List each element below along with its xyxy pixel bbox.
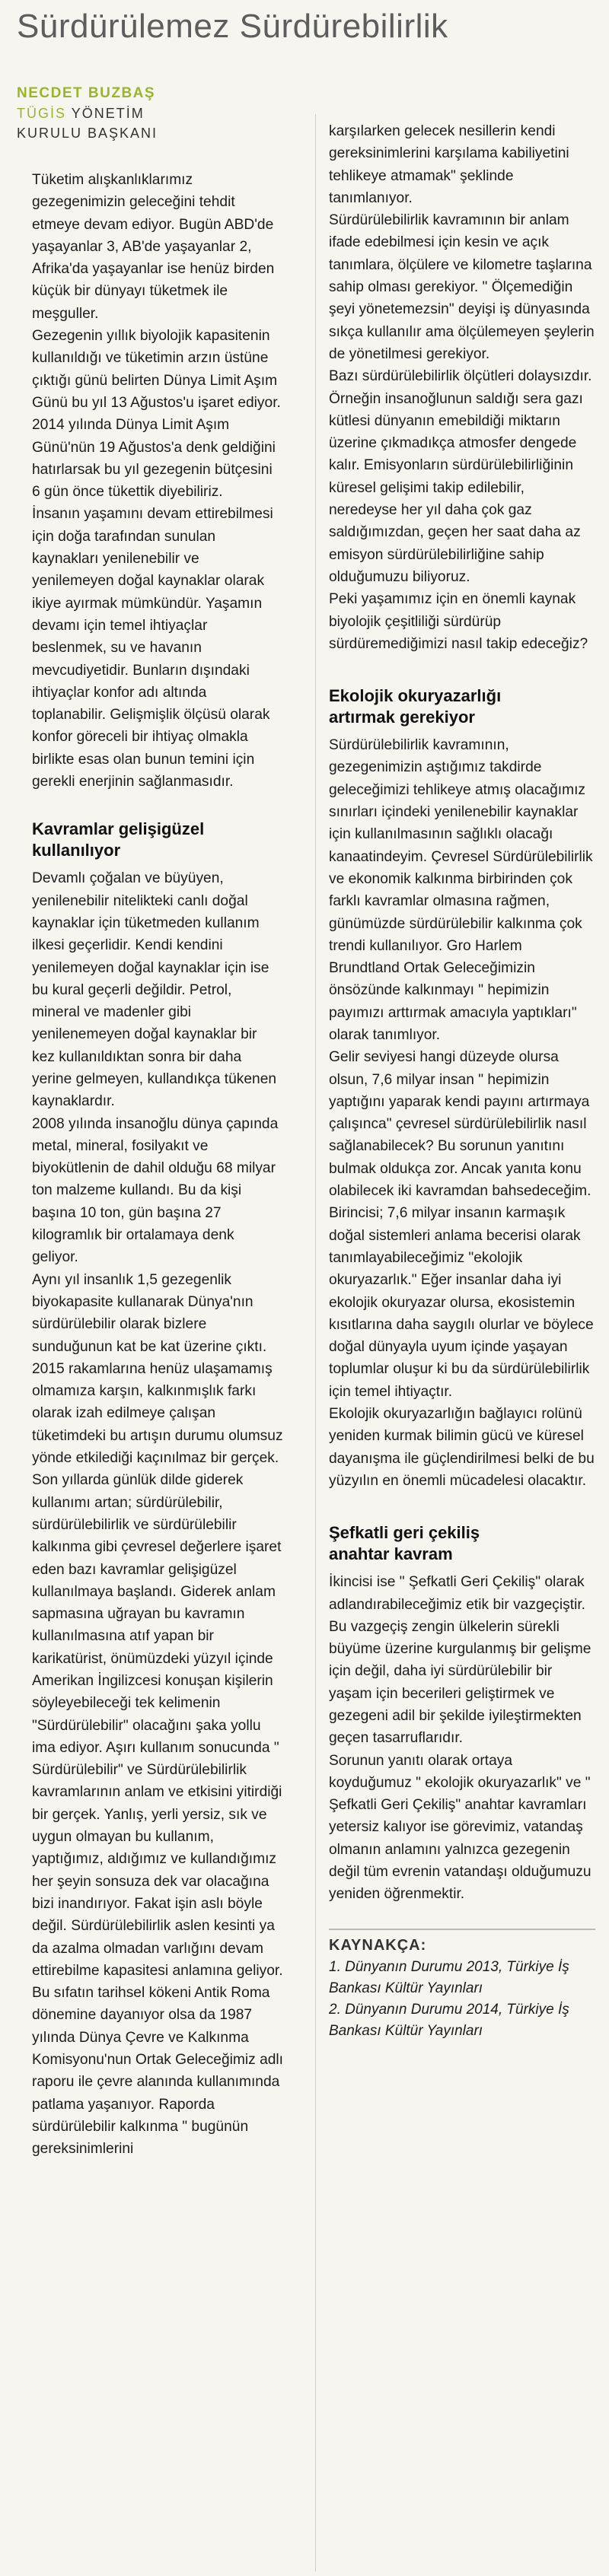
paragraph: Tüketim alışkanlıklarımız gezegenimizin geleceğini tehdit etmeye devam ediyor. Bugün ABD'de yaşayanlar 3, AB'de yaşayanlar 2, Afrika'da yaşayanlar ise henüz birden küçük bir dünyayı tüketmek ile meşguller. [32,172,275,322]
source-reference: 2. Dünyanın Durumu 2014, Türkiye İş Bankası Kültür Yayınları [329,2001,569,2039]
sources [329,1929,595,2042]
section-heading: Ekolojik okuryazarlığı artırmak gerekiyor [329,686,502,727]
section-heading: Şefkatli geri çekiliş anahtar kavram [329,1523,480,1564]
paragraph: 2008 yılında insanoğlu dünya çapında metal, mineral, fosilyakıt ve biyokütlenin de dahil olduğu 68 milyar ton malzeme kullandı. Bu da kişi başına 10 ton, gün başına 27 kilogramlık bir ortalamaya denk geliyor. [32,1115,279,1266]
paragraph: Sorunun yanıtı olarak ortaya koyduğumuz " ekolojik okuryazarlık" ve " Şefkatli Geri Çekiliş" anahtar kavramları yetersiz kalıyor ise görevimiz, vatandaş olmanın anlamını yalnızca gezegenin değil tüm evrenin vatandaşı olduğumuzu yeniden öğrenmektir. [329,1752,591,1903]
paragraph: Gelir seviyesi hangi düzeyde olursa olsun, 7,6 milyar insan " hepimizin yaptığını yaparak kendi payını artırmaya çalışınca" çevresel sürdürülebilirlik nasıl sağlanabilecek? Bu sorunun yanıtını bulmak oldukça zor. Ancak yanıta konu olabilecek iki kavramdan bahsedeceğim. [329,1049,591,1200]
paragraph: karşılarken gelecek nesillerin kendi gereksinimlerini karşılama kabiliyetini tehlikeye atmamak" şeklinde tanımlanıyor. [329,123,569,206]
source-reference: 1. Dünyanın Durumu 2013, Türkiye İş Bankası Kültür Yayınları [329,1958,569,1996]
author-name: NECDET BUZBAŞ [17,85,156,101]
paragraph: Sürdürülebilirlik kavramının bir anlam ifade edebilmesi için kesin ve açık tanımlara, ölçülere ve kilometre taşlarına sahip olması gerekiyor. " Ölçemediğin şeyi yönetemezsin" deyişi iş dünyasında sıkça kullanılır ama ölçülemeyen şeylerin de yönetilmesi gerekiyor. [329,212,595,362]
byline [17,84,306,143]
paragraph: Sürdürülebilirlik kavramının, gezegenimizin aştığımız takdirde geleceğimizi tehlikeye atmış olacağımız sınırları içindeki yenilenebilir kaynaklar için kullanılmasının sağlıklı olacağı kanaatindeyim. Çevresel Sürdürülebilirlik ve ekonomik kalkınma birbirinden çok farklı kavramlar olmasına rağmen, günümüzde sürdürülebilir kalkınma çok trendi kullanılıyor. Gro Harlem Brundtland Ortak Geleceğimizin önsözünde kalkınmayı " hepimizin payımızı arttırmak amacıyla yaptıkları" olarak tanımlıyor. [329,737,593,1043]
sources-label: KAYNAKÇA: [329,1936,427,1954]
author-role-line2: KURULU BAŞKANI [17,126,158,141]
column-divider [315,114,316,2571]
paragraph: İnsanın yaşamını devam ettirebilmesi için doğa tarafından sunulan kaynakları yenilenebilir ve yenilemeyen doğal kaynaklar olarak ikiye ayırmak mümkündür. Yaşamın devamı için temel ihtiyaçlar beslenmek, su ve havanın mevcudiyetidir. Bunların dışındaki ihtiyaçlar konfor adı altında toplanabilir. Gelişmişlik ölçüsü olarak konfor göreceli bir ihtiyaç olmakla birlikte esas olan bunun temini için gerekli enerjinin sağlanmasıdır. [32,506,273,790]
paragraph: Peki yaşamımız için en önemli kaynak biyolojik çeşitliliği sürdürüp sürdüremediğimizi nasıl takip edeceğiz? [329,591,588,652]
paragraph: Son yıllarda günlük dilde giderek kullanımı artan; sürdürülebilir, sürdürülebilirlik ve sürdürülebilir kalkınma gibi çevresel değerlere işaret eden bazı kavramlar gelişigüzel kullanılmaya başlandı. Giderek anlam sapmasına uğrayan bu kavramın kullanılmasına atıf yapan bir karikatürist, önümüzdeki yüzyıl içinde Amerikan İngilizcesi konuşan kişilerin söyleyebileceği tek kelimenin "Sürdürülebilir" olacağını şaka yollu ima ediyor. Aşırı kullanım sonucunda " Sürdürülebilir" ve Sürdürülebilirlik kavramlarının anlam ve etkisini yitirdiği bir gerçek. Yanlış, yerli yersiz, sık ve uygun olmayan bu kullanım, yaptığımız, aldığımız ve kullandığımız her şeyin sonsuza dek var olacağına bizi inandırıyor. Fakat işin aslı böyle değil. Sürdürülebilirlik aslen kesinti ya da azalma olmadan varlığını devam ettirebilme kapasitesi anlamına geliyor. Bu sıfatın tarihsel kökeni Antik Roma dönemine dayanıyor olsa da 1987 yılında Dünya Çevre ve Kalkınma Komisyonu'nun Ortak Geleceğimiz adlı raporu ile çevre alanında kullanımında patlama yaşanıyor. Raporda sürdürülebilir kalkınma " bugünün gereksinimlerini [32,1472,284,2158]
paragraph: Aynı yıl insanlık 1,5 gezegenlik biyokapasite kullanarak Dünya'nın sürdürülebilir olarak bizlere sunduğunun kat be kat üzerine çıktı. 2015 rakamlarına henüz ulaşamamış olmamıza karşın, kalkınmışlık farkı olarak izah edilmeye çalışan tüketimdeki bu artışın durumu olumsuz yönde etkilediği kaçınılmaz bir gerçek. [32,1271,283,1467]
section-heading: Kavramlar gelişigüzel kullanılıyor [32,819,205,860]
right-column [329,120,595,2042]
paragraph: Ekolojik okuryazarlığın bağlayıcı rolünü yeniden kurmak bilimin gücü ve küresel dayanışma ile güçlendirilmesi belki de bu yüzyılın en önemli mücadelesi olacaktır. [329,1406,595,1489]
paragraph: Birincisi; 7,6 milyar insanın karmaşık doğal sistemleri anlama becerisi olarak tanımlayabileceğimiz "ekolojik okuryazarlık." Eğer insanlar daha iyi ekolojik okuryazar olursa, ekosistemin kısıtlarına daha saygılı olurlar ve böylece doğal dünyayla uyum içinde yaşayan toplumlar oluşur ki bu da sürdürülebilirlik için temel ihtiyaçtır. [329,1205,594,1400]
article-title: Sürdürülemez Sürdürebilirlik [17,8,448,45]
author-org: TÜGİS [17,106,67,121]
left-column [32,169,283,2161]
paragraph: Gezegenin yıllık biyolojik kapasitenin kullanıldığı ve tüketimin arzın üstüne çıktığı günü belirten Dünya Limit Aşım Günü bu yıl 13 Ağustos'u işaret ediyor. 2014 yılında Dünya Limit Aşım Günü'nün 19 Ağustos'a denk geldiğini hatırlarsak bu yıl gezegenin bütçesini 6 gün önce tükettik diyebiliriz. [32,328,281,501]
author-role-rest: YÖNETİM [66,106,145,121]
paragraph: İkincisi ise " Şefkatli Geri Çekiliş" olarak adlandırabileceğimiz etik bir vazgeçiştir. Bu vazgeçiş zengin ülkelerin sürekli büyüme üzerine kurgulanmış bir gelişme için değil, daha iyi sürdürülebilir bir yaşam için becerileri geliştirmek ve gezegeni adil bir şekilde iyileştirmekten geçen tasarruflarıdır. [329,1574,591,1747]
paragraph: Devamlı çoğalan ve büyüyen, yenilenebilir nitelikteki canlı doğal kaynaklar için tüketmeden kullanım ilkesi geçerlidir. Kendi kendini yenilemeyen doğal kaynaklar için ise bu kural geçerli değildir. Petrol, mineral ve madenler gibi yenilenemeyen doğal kaynaklar bir kez kullanıldıktan sonra bir daha yerine gelmeyen, kullandıkça tükenen kaynaklardır. [32,870,277,1110]
author-role [17,103,306,123]
paragraph: Bazı sürdürülebilirlik ölçütleri dolaysızdır. Örneğin insanoğlunun saldığı sera gazı kütlesi dünyanın emebildiği miktarın üzerine çıkmadıkça atmosfer dengede kalır. Emisyonların sürdürülebilirliğinin küresel gelişimi takip edilebilir, neredeyse her yıl daha çok gaz saldığımızdan, geçen her saat daha az emisyon sürdürülebilirliğine sahip olduğumuzu biliyoruz. [329,368,592,585]
